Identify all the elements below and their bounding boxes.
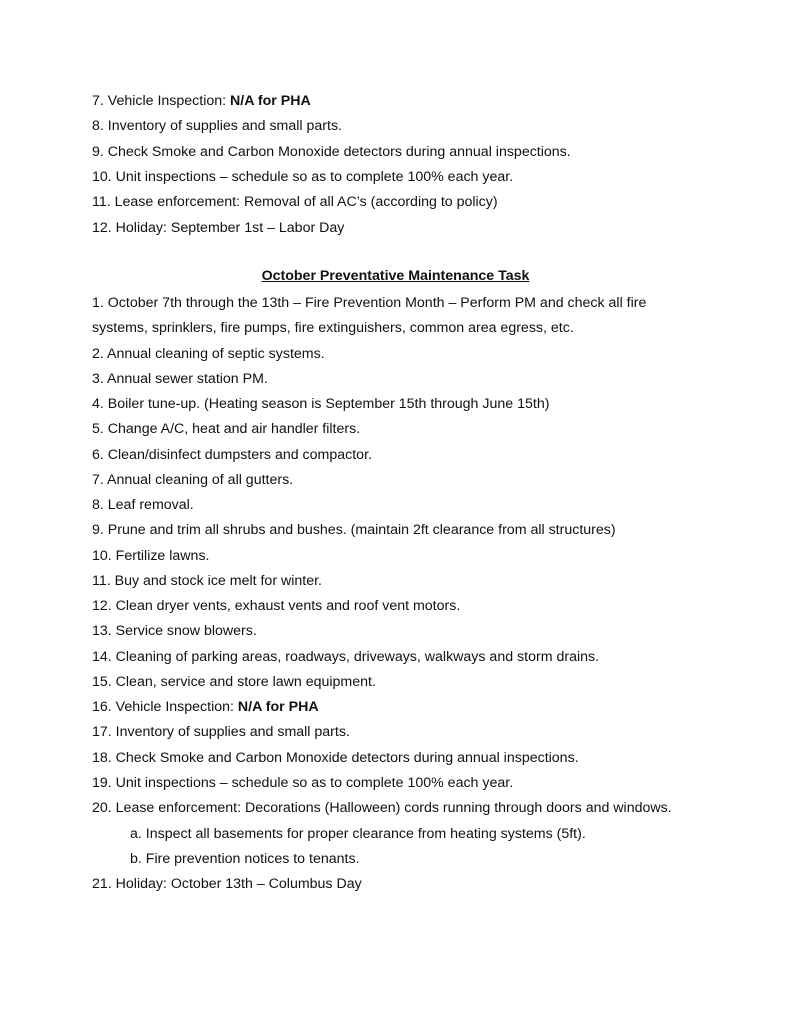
list-item: 4. Boiler tune-up. (Heating season is September 15th through June 15th) (92, 396, 550, 412)
list-item: 7. Annual cleaning of all gutters. (92, 472, 294, 488)
list-item: 9. Check Smoke and Carbon Monoxide detectors during annual inspections. (92, 144, 571, 160)
list-item: 3. Annual sewer station PM. (92, 371, 268, 387)
list-item: 17. Inventory of supplies and small parts. (92, 724, 350, 740)
list-item: 13. Service snow blowers. (92, 623, 257, 639)
sub-list-item: a. Inspect all basements for proper clearance from heating systems (5ft). (130, 826, 586, 842)
list-item (92, 698, 319, 716)
list-item: 2. Annual cleaning of septic systems. (92, 346, 325, 362)
list-item: 14. Cleaning of parking areas, roadways, driveways, walkways and storm drains. (92, 649, 600, 665)
list-item: 12. Holiday: September 1st – Labor Day (92, 220, 345, 236)
section-heading: October Preventative Maintenance Task (261, 268, 530, 284)
item-bold-text: N/A for PHA (230, 93, 311, 109)
list-item: 9. Prune and trim all shrubs and bushes. (maintain 2ft clearance from all structures) (92, 522, 616, 538)
list-item: 20. Lease enforcement: Decorations (Halloween) cords running through doors and windows. (92, 800, 672, 816)
sub-list-item: b. Fire prevention notices to tenants. (130, 851, 360, 867)
item-bold-text: N/A for PHA (237, 699, 319, 715)
list-item: 21. Holiday: October 13th – Columbus Day (92, 876, 362, 892)
item-text: 16. Vehicle Inspection: (92, 699, 238, 715)
list-item: 5. Change A/C, heat and air handler filters. (92, 421, 361, 437)
list-item: 12. Clean dryer vents, exhaust vents and roof vent motors. (92, 598, 461, 614)
list-item (92, 92, 311, 110)
list-item: 10. Fertilize lawns. (92, 548, 210, 564)
list-item: 11. Lease enforcement: Removal of all AC’s (according to policy) (92, 194, 498, 210)
list-item: 18. Check Smoke and Carbon Monoxide detectors during annual inspections. (92, 750, 579, 766)
list-item: 15. Clean, service and store lawn equipment. (92, 674, 376, 690)
list-item: 6. Clean/disinfect dumpsters and compactor. (92, 447, 372, 463)
list-item: 8. Leaf removal. (92, 497, 194, 513)
item-text: 7. Vehicle Inspection: (92, 93, 231, 109)
list-item: 19. Unit inspections – schedule so as to complete 100% each year. (92, 775, 514, 791)
list-item: 10. Unit inspections – schedule so as to complete 100% each year. (92, 169, 514, 185)
list-item-continuation: systems, sprinklers, fire pumps, fire extinguishers, common area egress, etc. (92, 320, 574, 336)
list-item: 8. Inventory of supplies and small parts. (92, 118, 342, 134)
list-item: 1. October 7th through the 13th – Fire Prevention Month – Perform PM and check all fire (92, 295, 647, 311)
list-item: 11. Buy and stock ice melt for winter. (92, 573, 322, 589)
